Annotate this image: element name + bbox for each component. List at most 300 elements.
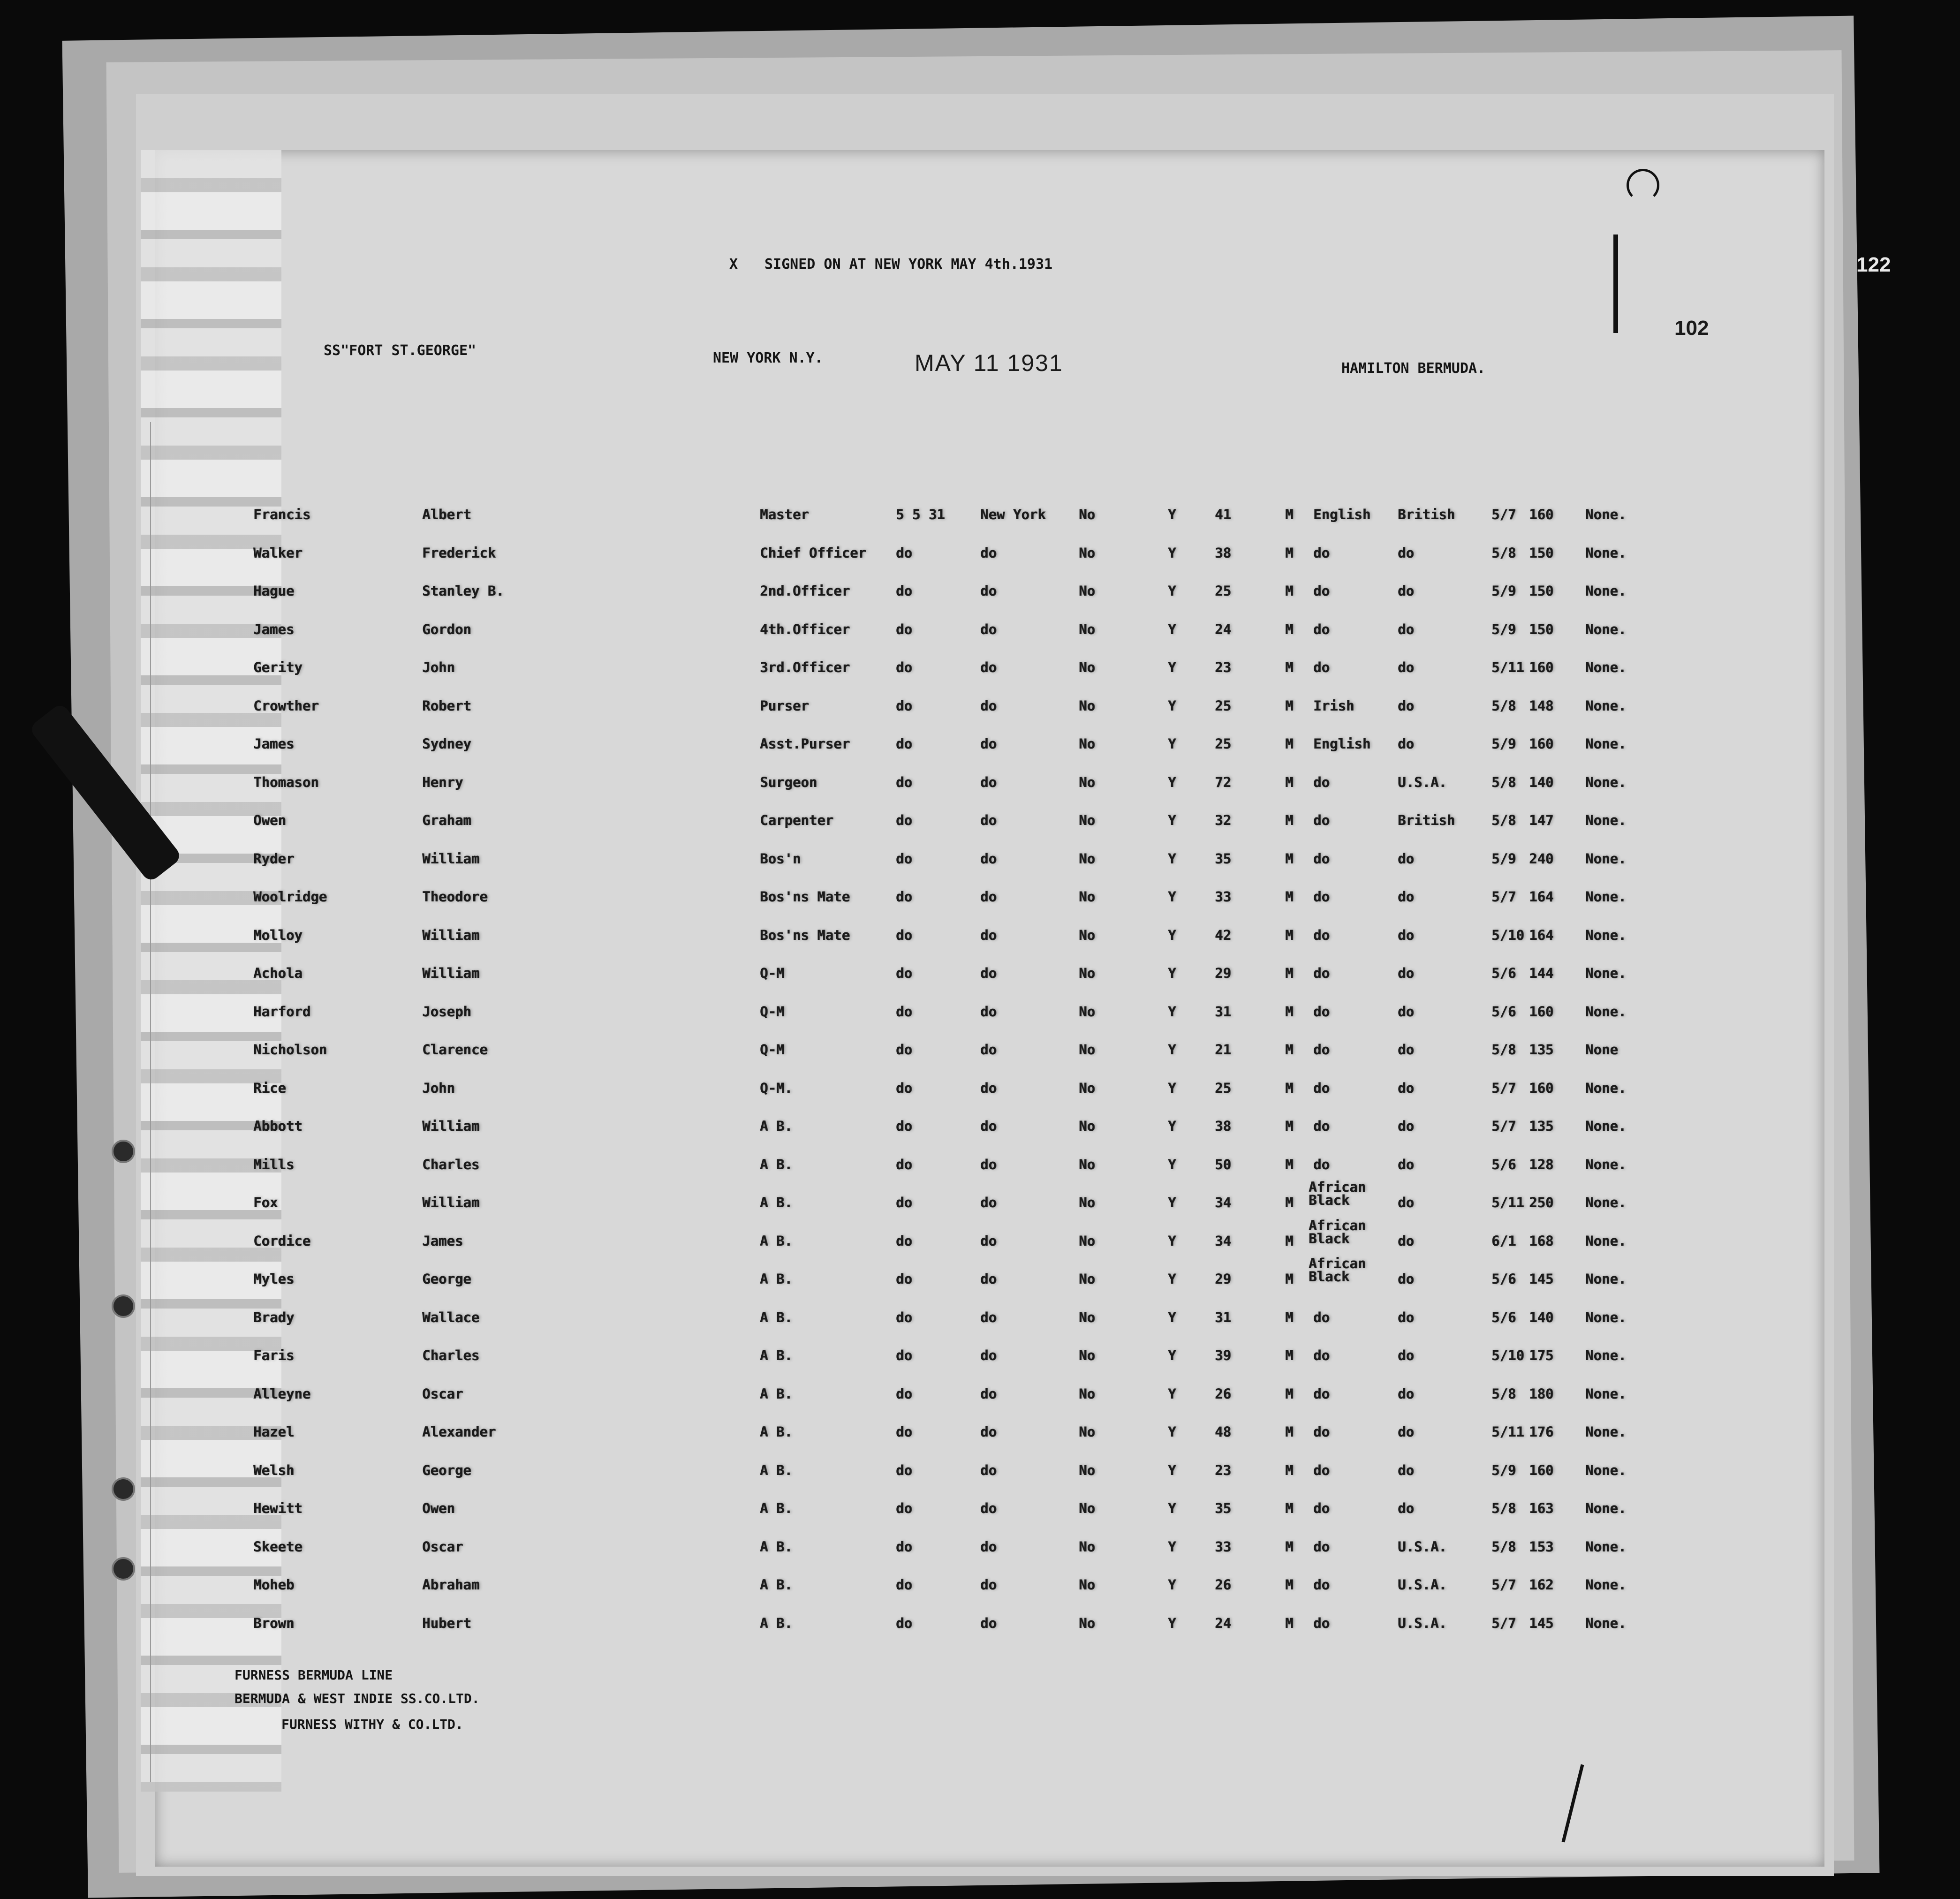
crew-signed-date: do (896, 1080, 912, 1096)
crew-nationality: British (1398, 812, 1455, 828)
table-row (0, 1462, 1960, 1486)
crew-height: 5/8 (1491, 1385, 1516, 1402)
crew-last-name: Woolridge (253, 889, 327, 905)
crew-signed-port: do (980, 850, 997, 867)
crew-admissible-flag: Y (1168, 1042, 1176, 1058)
crew-signed-date: do (896, 1577, 912, 1593)
crew-signed-date: do (896, 1195, 912, 1211)
crew-nationality: do (1398, 736, 1414, 752)
table-row (0, 1309, 1960, 1333)
table-row (0, 583, 1960, 606)
crew-height: 5/8 (1491, 697, 1516, 714)
crew-literacy-flag: No (1079, 1309, 1095, 1325)
crew-age: 41 (1215, 507, 1231, 522)
crew-sex: M (1285, 659, 1294, 675)
crew-identifying-marks: None. (1585, 889, 1627, 905)
crew-last-name: Welsh (253, 1462, 295, 1478)
crew-sex: M (1285, 1118, 1294, 1134)
date-stamp: MAY 11 1931 (915, 350, 1063, 376)
crew-height: 5/9 (1491, 850, 1516, 867)
crew-nationality: do (1398, 1156, 1414, 1173)
crew-rank: A B. (760, 1233, 793, 1249)
table-row (0, 736, 1960, 759)
crew-signed-port: do (980, 965, 997, 981)
crew-age: 39 (1215, 1347, 1231, 1363)
crew-rank: Carpenter (760, 812, 834, 828)
crew-age: 50 (1215, 1156, 1231, 1173)
table-row (0, 1347, 1960, 1371)
crew-age: 24 (1215, 621, 1231, 637)
crew-nationality: do (1398, 1462, 1414, 1478)
crew-identifying-marks: None. (1585, 1233, 1627, 1249)
crew-literacy-flag: No (1079, 659, 1095, 675)
crew-age: 29 (1215, 965, 1231, 981)
crew-literacy-flag: No (1079, 621, 1095, 637)
crew-race: do (1313, 927, 1330, 943)
crew-admissible-flag: Y (1168, 659, 1176, 675)
crew-race: African Black (1309, 1256, 1366, 1285)
crew-first-name: George (422, 1462, 471, 1478)
crew-admissible-flag: Y (1168, 1538, 1176, 1555)
crew-signed-port: New York (980, 507, 1046, 522)
crew-first-name: Henry (422, 774, 463, 790)
crew-height: 5/6 (1491, 1003, 1516, 1020)
crew-race: do (1313, 774, 1330, 790)
table-row (0, 1217, 1960, 1256)
crew-sex: M (1285, 1500, 1294, 1516)
crew-literacy-flag: No (1079, 1195, 1095, 1211)
crew-weight: 145 (1529, 1615, 1554, 1631)
crew-signed-date: do (896, 1385, 912, 1402)
crew-admissible-flag: Y (1168, 927, 1176, 943)
crew-first-name: Oscar (422, 1385, 463, 1402)
table-row (0, 1080, 1960, 1104)
crew-signed-date: do (896, 1462, 912, 1478)
crew-signed-port: do (980, 736, 997, 752)
crew-height: 5/10 (1491, 1347, 1524, 1363)
crew-first-name: Oscar (422, 1538, 463, 1555)
crew-signed-date: do (896, 1118, 912, 1134)
crew-sex: M (1285, 1080, 1294, 1096)
crew-race: do (1313, 621, 1330, 637)
crew-weight: 176 (1529, 1424, 1554, 1440)
table-row (0, 1256, 1960, 1294)
crew-identifying-marks: None (1585, 1042, 1618, 1058)
crew-race: do (1313, 1500, 1330, 1516)
crew-signed-port: do (980, 1462, 997, 1478)
crew-signed-date: do (896, 1347, 912, 1363)
crew-signed-port: do (980, 1003, 997, 1020)
crew-sex: M (1285, 774, 1294, 790)
crew-signed-date: do (896, 889, 912, 905)
crew-last-name: Brown (253, 1615, 295, 1631)
crew-admissible-flag: Y (1168, 621, 1176, 637)
crew-nationality: do (1398, 1003, 1414, 1020)
crew-first-name: William (422, 1195, 480, 1211)
crew-identifying-marks: None. (1585, 583, 1627, 599)
crew-sex: M (1285, 1347, 1294, 1363)
crew-age: 25 (1215, 1080, 1231, 1096)
crew-weight: 135 (1529, 1118, 1554, 1134)
crew-nationality: do (1398, 583, 1414, 599)
crew-rank: Surgeon (760, 774, 817, 790)
crew-admissible-flag: Y (1168, 697, 1176, 714)
crew-signed-date: do (896, 1424, 912, 1440)
crew-age: 24 (1215, 1615, 1231, 1631)
crew-race: do (1313, 965, 1330, 981)
table-row (0, 1386, 1960, 1409)
crew-signed-port: do (980, 1042, 997, 1058)
crew-literacy-flag: No (1079, 1538, 1095, 1555)
crew-last-name: Mills (253, 1156, 295, 1173)
crew-weight: 175 (1529, 1347, 1554, 1363)
crew-literacy-flag: No (1079, 1577, 1095, 1593)
crew-first-name: Stanley B. (422, 583, 504, 599)
table-row (0, 965, 1960, 989)
crew-signed-date: do (896, 927, 912, 943)
page-number-inner: 102 (1674, 317, 1709, 340)
crew-height: 5/9 (1491, 1462, 1516, 1478)
crew-height: 5/10 (1491, 927, 1524, 943)
crew-rank: A B. (760, 1156, 793, 1173)
crew-race: do (1313, 1385, 1330, 1402)
crew-race: do (1313, 1538, 1330, 1555)
crew-sex: M (1285, 812, 1294, 828)
crew-height: 5/8 (1491, 1042, 1516, 1058)
crew-rank: 4th.Officer (760, 621, 850, 637)
crew-identifying-marks: None. (1585, 965, 1627, 981)
crew-signed-date: do (896, 1538, 912, 1555)
crew-height: 5/9 (1491, 736, 1516, 752)
crew-first-name: Gordon (422, 621, 471, 637)
crew-weight: 164 (1529, 889, 1554, 905)
crew-nationality: do (1398, 965, 1414, 981)
crew-literacy-flag: No (1079, 1615, 1095, 1631)
crew-sex: M (1285, 545, 1294, 561)
crew-height: 5/6 (1491, 1309, 1516, 1325)
crew-height: 5/8 (1491, 812, 1516, 828)
crew-admissible-flag: Y (1168, 583, 1176, 599)
crew-literacy-flag: No (1079, 545, 1095, 561)
crew-nationality: do (1398, 1080, 1414, 1096)
crew-rank: Q-M (760, 965, 785, 981)
crew-sex: M (1285, 850, 1294, 867)
crew-nationality: do (1398, 1233, 1414, 1249)
crew-sex: M (1285, 1424, 1294, 1440)
crew-last-name: Cordice (253, 1233, 311, 1249)
crew-literacy-flag: No (1079, 1156, 1095, 1173)
crew-sex: M (1285, 697, 1294, 714)
crew-first-name: William (422, 965, 480, 981)
crew-sex: M (1285, 1233, 1294, 1249)
crew-age: 35 (1215, 1500, 1231, 1516)
crew-signed-port: do (980, 659, 997, 675)
crew-signed-port: do (980, 1347, 997, 1363)
crew-height: 5/11 (1491, 1424, 1524, 1440)
crew-height: 5/8 (1491, 545, 1516, 561)
crew-identifying-marks: None. (1585, 1271, 1627, 1287)
crew-admissible-flag: Y (1168, 1577, 1176, 1593)
crew-literacy-flag: No (1079, 507, 1095, 522)
crew-weight: 140 (1529, 1309, 1554, 1325)
crew-signed-port: do (980, 1424, 997, 1440)
crew-age: 31 (1215, 1309, 1231, 1325)
crew-age: 33 (1215, 889, 1231, 905)
crew-weight: 135 (1529, 1042, 1554, 1058)
crew-rank: Bos'ns Mate (760, 927, 850, 943)
crew-height: 5/7 (1491, 1615, 1516, 1631)
crew-admissible-flag: Y (1168, 736, 1176, 752)
crew-signed-date: do (896, 850, 912, 867)
crew-rank: Bos'ns Mate (760, 889, 850, 905)
crew-admissible-flag: Y (1168, 1615, 1176, 1631)
crew-sex: M (1285, 583, 1294, 599)
crew-last-name: James (253, 621, 295, 637)
crew-identifying-marks: None. (1585, 621, 1627, 637)
crew-literacy-flag: No (1079, 736, 1095, 752)
crew-sex: M (1285, 927, 1294, 943)
crew-nationality: U.S.A. (1398, 774, 1447, 790)
crew-signed-date: 5 5 31 (896, 507, 945, 522)
crew-height: 5/7 (1491, 889, 1516, 905)
crew-signed-port: do (980, 697, 997, 714)
table-row (0, 1004, 1960, 1027)
crew-signed-port: do (980, 1500, 997, 1516)
crew-signed-port: do (980, 1309, 997, 1325)
crew-nationality: U.S.A. (1398, 1615, 1447, 1631)
crew-age: 32 (1215, 812, 1231, 828)
crew-height: 5/8 (1491, 774, 1516, 790)
crew-rank: A B. (760, 1538, 793, 1555)
crew-identifying-marks: None. (1585, 1577, 1627, 1593)
crew-rank: Bos'n (760, 850, 801, 867)
crew-race: do (1313, 1042, 1330, 1058)
crew-first-name: George (422, 1271, 471, 1287)
crew-age: 34 (1215, 1195, 1231, 1211)
crew-nationality: do (1398, 697, 1414, 714)
crew-height: 5/8 (1491, 1538, 1516, 1555)
crew-first-name: William (422, 1118, 480, 1134)
crew-identifying-marks: None. (1585, 736, 1627, 752)
crew-rank: A B. (760, 1462, 793, 1478)
crew-age: 21 (1215, 1042, 1231, 1058)
crew-identifying-marks: None. (1585, 507, 1627, 522)
crew-signed-date: do (896, 1156, 912, 1173)
crew-race: do (1313, 1003, 1330, 1020)
crew-literacy-flag: No (1079, 774, 1095, 790)
crew-identifying-marks: None. (1585, 1538, 1627, 1555)
table-row (0, 1118, 1960, 1142)
crew-age: 33 (1215, 1538, 1231, 1555)
crew-signed-date: do (896, 774, 912, 790)
crew-identifying-marks: None. (1585, 697, 1627, 714)
crew-last-name: Molloy (253, 927, 303, 943)
crew-sex: M (1285, 1462, 1294, 1478)
crew-weight: 145 (1529, 1271, 1554, 1287)
crew-rank: A B. (760, 1385, 793, 1402)
table-row (0, 927, 1960, 951)
crew-height: 5/7 (1491, 507, 1516, 522)
crew-literacy-flag: No (1079, 1271, 1095, 1287)
crew-first-name: Abraham (422, 1577, 480, 1593)
crew-nationality: do (1398, 1309, 1414, 1325)
crew-rank: Q-M. (760, 1080, 793, 1096)
crew-rank: A B. (760, 1577, 793, 1593)
crew-identifying-marks: None. (1585, 1347, 1627, 1363)
crew-rank: A B. (760, 1309, 793, 1325)
page-title: SIGNED ON AT NEW YORK MAY 4th.1931 (764, 256, 1053, 272)
crew-first-name: Charles (422, 1156, 480, 1173)
crew-literacy-flag: No (1079, 1347, 1095, 1363)
crew-last-name: Hewitt (253, 1500, 303, 1516)
crew-rank: 2nd.Officer (760, 583, 850, 599)
crew-rank: Chief Officer (760, 545, 866, 561)
crew-signed-port: do (980, 583, 997, 599)
crew-sex: M (1285, 889, 1294, 905)
crew-rank: Q-M (760, 1003, 785, 1020)
crew-first-name: Albert (422, 507, 471, 522)
crew-signed-date: do (896, 1042, 912, 1058)
crew-identifying-marks: None. (1585, 1462, 1627, 1478)
crew-identifying-marks: None. (1585, 1156, 1627, 1173)
crew-literacy-flag: No (1079, 1003, 1095, 1020)
crew-weight: 160 (1529, 659, 1554, 675)
crew-nationality: do (1398, 1118, 1414, 1134)
crew-rank: A B. (760, 1347, 793, 1363)
crew-race: Irish (1313, 697, 1355, 714)
crew-weight: 140 (1529, 774, 1554, 790)
crew-race: do (1313, 1577, 1330, 1593)
table-row (0, 812, 1960, 836)
crew-race: African Black (1309, 1179, 1366, 1208)
crew-signed-port: do (980, 1538, 997, 1555)
crew-rank: A B. (760, 1271, 793, 1287)
crew-height: 5/8 (1491, 1500, 1516, 1516)
crew-signed-date: do (896, 583, 912, 599)
table-row (0, 889, 1960, 912)
crew-sex: M (1285, 1385, 1294, 1402)
crew-signed-port: do (980, 1233, 997, 1249)
crew-admissible-flag: Y (1168, 1080, 1176, 1096)
crew-weight: 150 (1529, 621, 1554, 637)
crew-sex: M (1285, 965, 1294, 981)
crew-admissible-flag: Y (1168, 965, 1176, 981)
pen-mark (1613, 235, 1618, 333)
crew-identifying-marks: None. (1585, 927, 1627, 943)
circle-mark (1627, 169, 1659, 202)
crew-last-name: Owen (253, 812, 286, 828)
crew-first-name: John (422, 1080, 455, 1096)
crew-race: do (1313, 1156, 1330, 1173)
crew-rank: A B. (760, 1195, 793, 1211)
crew-age: 25 (1215, 583, 1231, 599)
crew-admissible-flag: Y (1168, 1347, 1176, 1363)
crew-nationality: British (1398, 507, 1455, 522)
crew-sex: M (1285, 507, 1294, 522)
crew-race: do (1313, 1347, 1330, 1363)
crew-height: 5/6 (1491, 1271, 1516, 1287)
crew-height: 5/7 (1491, 1080, 1516, 1096)
crew-nationality: do (1398, 889, 1414, 905)
crew-age: 25 (1215, 736, 1231, 752)
crew-rank: Asst.Purser (760, 736, 850, 752)
crew-signed-port: do (980, 812, 997, 828)
crew-first-name: Charles (422, 1347, 480, 1363)
crew-first-name: Graham (422, 812, 471, 828)
crew-weight: 164 (1529, 927, 1554, 943)
crew-identifying-marks: None. (1585, 812, 1627, 828)
crew-last-name: Crowther (253, 697, 319, 714)
crew-identifying-marks: None. (1585, 1309, 1627, 1325)
crew-sex: M (1285, 1577, 1294, 1593)
table-row (0, 774, 1960, 798)
crew-weight: 168 (1529, 1233, 1554, 1249)
crew-signed-date: do (896, 659, 912, 675)
crew-first-name: Alexander (422, 1424, 496, 1440)
crew-race: do (1313, 850, 1330, 867)
crew-signed-date: do (896, 1003, 912, 1020)
crew-identifying-marks: None. (1585, 1424, 1627, 1440)
crew-last-name: Fox (253, 1195, 278, 1211)
crew-weight: 240 (1529, 850, 1554, 867)
crew-first-name: Owen (422, 1500, 455, 1516)
crew-first-name: William (422, 927, 480, 943)
crew-nationality: do (1398, 1385, 1414, 1402)
crew-first-name: James (422, 1233, 463, 1249)
crew-sex: M (1285, 1271, 1294, 1287)
crew-nationality: U.S.A. (1398, 1577, 1447, 1593)
table-row (0, 1539, 1960, 1562)
crew-age: 34 (1215, 1233, 1231, 1249)
table-row (0, 1179, 1960, 1218)
crew-first-name: Clarence (422, 1042, 488, 1058)
crew-first-name: Frederick (422, 545, 496, 561)
crew-height: 6/1 (1491, 1233, 1516, 1249)
crew-sex: M (1285, 1309, 1294, 1325)
crew-identifying-marks: None. (1585, 1080, 1627, 1096)
crew-admissible-flag: Y (1168, 1195, 1176, 1211)
crew-signed-date: do (896, 1233, 912, 1249)
crew-last-name: Skeete (253, 1538, 303, 1555)
table-row (0, 545, 1960, 568)
crew-last-name: Walker (253, 545, 303, 561)
crew-race: English (1313, 507, 1371, 522)
crew-weight: 163 (1529, 1500, 1554, 1516)
crew-last-name: Harford (253, 1003, 311, 1020)
crew-admissible-flag: Y (1168, 1271, 1176, 1287)
crew-signed-date: do (896, 1271, 912, 1287)
crew-sex: M (1285, 1538, 1294, 1555)
crew-signed-port: do (980, 1385, 997, 1402)
crew-height: 5/9 (1491, 621, 1516, 637)
table-row (0, 1615, 1960, 1639)
crew-rank: Q-M (760, 1042, 785, 1058)
crew-admissible-flag: Y (1168, 774, 1176, 790)
crew-nationality: do (1398, 1042, 1414, 1058)
footer-line-3: FURNESS WITHY & CO.LTD. (281, 1717, 463, 1732)
crew-identifying-marks: None. (1585, 659, 1627, 675)
crew-admissible-flag: Y (1168, 1156, 1176, 1173)
crew-rank: A B. (760, 1118, 793, 1134)
crew-admissible-flag: Y (1168, 1118, 1176, 1134)
crew-rank: A B. (760, 1615, 793, 1631)
crew-signed-port: do (980, 1615, 997, 1631)
crew-nationality: U.S.A. (1398, 1538, 1447, 1555)
crew-weight: 128 (1529, 1156, 1554, 1173)
crew-age: 25 (1215, 697, 1231, 714)
crew-height: 5/7 (1491, 1577, 1516, 1593)
crew-last-name: Alleyne (253, 1385, 311, 1402)
